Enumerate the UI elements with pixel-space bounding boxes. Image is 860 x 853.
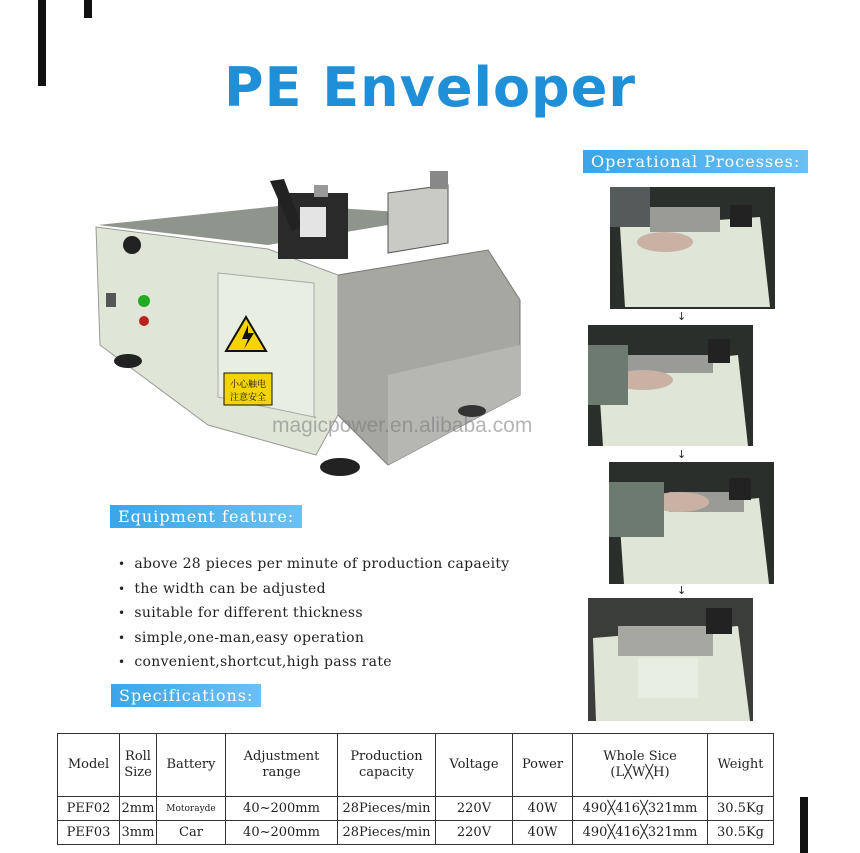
- header-model: Model: [58, 734, 120, 797]
- header-whole-size: Whole Sice (L╳W╳H): [573, 734, 708, 797]
- header-power: Power: [513, 734, 573, 797]
- cell-capacity: 28Pieces/min: [338, 797, 436, 821]
- cell-model: PEF03: [58, 821, 120, 845]
- cell-voltage: 220V: [436, 797, 513, 821]
- warning-label-line2: 注意安全: [229, 393, 267, 403]
- watermark: magicpower.en.alibaba.com: [272, 414, 533, 437]
- cell-range: 40~200mm: [226, 821, 338, 845]
- page-title: PE Enveloper: [224, 56, 636, 119]
- section-label-processes: Operational Processes:: [583, 150, 808, 173]
- feature-item: • simple,one-man,easy operation: [118, 626, 510, 651]
- cell-weight: 30.5Kg: [708, 821, 774, 845]
- warning-label-line1: 小心触电: [229, 380, 267, 390]
- cell-battery: Car: [157, 821, 226, 845]
- process-photo-1: [610, 187, 775, 309]
- cell-roll: 3mm: [120, 821, 157, 845]
- spec-table: [57, 733, 774, 845]
- table-row: [58, 821, 774, 845]
- process-photo-3: [609, 462, 774, 584]
- process-photo-4: [588, 598, 753, 721]
- header-roll-size: Roll Size: [120, 734, 157, 797]
- feature-item: • suitable for different thickness: [118, 601, 510, 626]
- feature-item: • convenient,shortcut,high pass rate: [118, 650, 510, 675]
- section-label-features: Equipment feature:: [110, 505, 302, 528]
- header-adjustment: Adjustment range: [226, 734, 338, 797]
- cell-voltage: 220V: [436, 821, 513, 845]
- feature-item: • the width can be adjusted: [118, 577, 510, 602]
- cell-range: 40~200mm: [226, 797, 338, 821]
- corner-bar-bottom-right: [800, 797, 808, 853]
- cell-model: PEF02: [58, 797, 120, 821]
- table-row: [58, 797, 774, 821]
- header-weight: Weight: [708, 734, 774, 797]
- cell-battery: Motorayde: [157, 797, 226, 821]
- feature-list: [118, 552, 510, 675]
- cell-power: 40W: [513, 797, 573, 821]
- table-header-row: [58, 734, 774, 797]
- arrow-down-icon: ↓: [677, 310, 687, 323]
- cell-size: 490╳416╳321mm: [573, 797, 708, 821]
- section-label-specs: Specifications:: [111, 684, 261, 707]
- corner-bar-short: [84, 0, 92, 18]
- process-photo-2: [588, 325, 753, 446]
- header-voltage: Voltage: [436, 734, 513, 797]
- header-production: Production capacity: [338, 734, 436, 797]
- cell-capacity: 28Pieces/min: [338, 821, 436, 845]
- header-battery: Battery: [157, 734, 226, 797]
- cell-power: 40W: [513, 821, 573, 845]
- arrow-down-icon: ↓: [677, 584, 687, 597]
- feature-item: • above 28 pieces per minute of production capaeity: [118, 552, 510, 577]
- cell-weight: 30.5Kg: [708, 797, 774, 821]
- cell-roll: 2mm: [120, 797, 157, 821]
- cell-size: 490╳416╳321mm: [573, 821, 708, 845]
- arrow-down-icon: ↓: [677, 448, 687, 461]
